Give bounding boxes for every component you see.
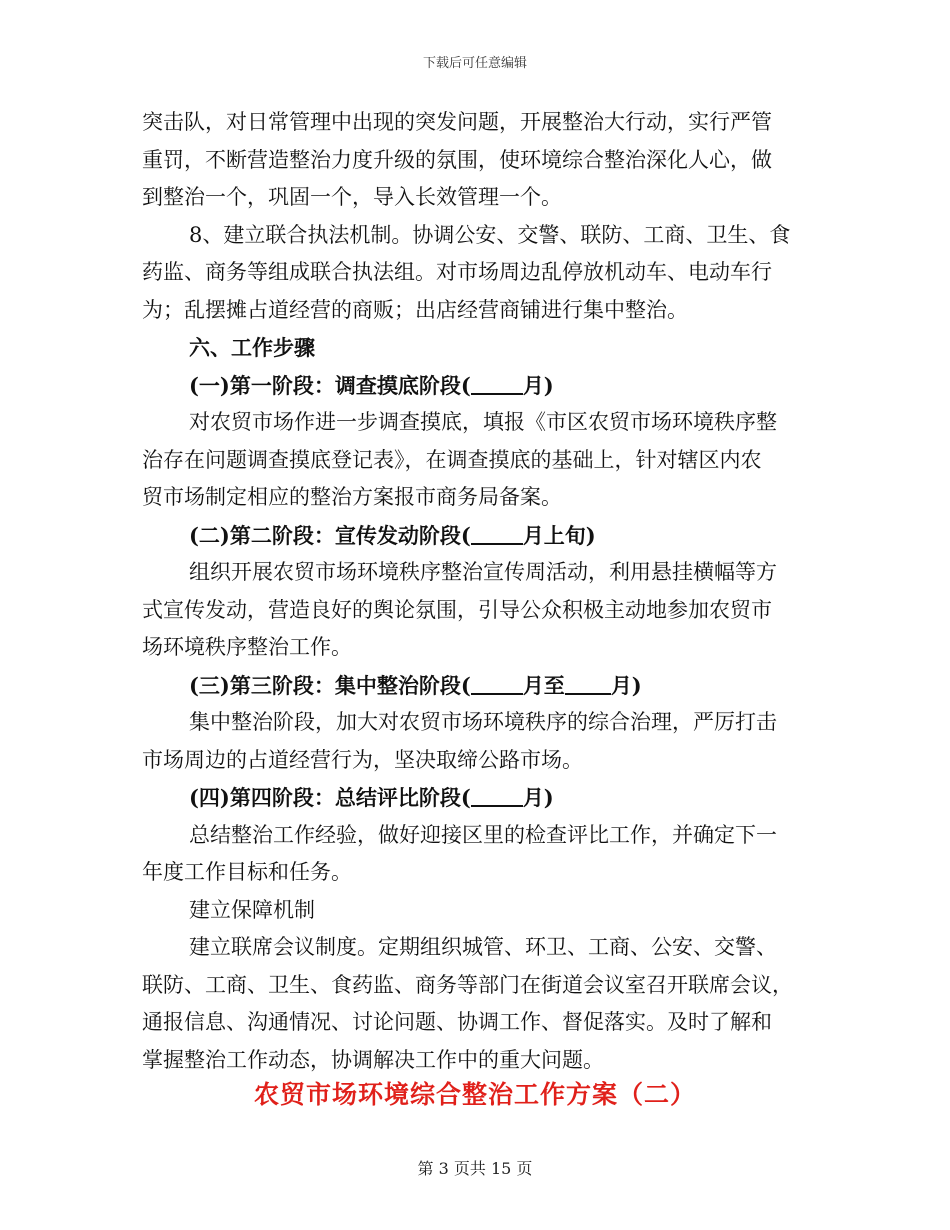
fill-blank bbox=[565, 673, 611, 695]
paragraph-line: 式宣传发动，营造良好的舆论氛围，引导公众积极主动地参加农贸市 bbox=[142, 597, 772, 622]
stage-heading bbox=[142, 367, 808, 405]
paragraph-line: 年度工作目标和任务。 bbox=[142, 860, 352, 884]
next-document-title: 农贸市场环境综合整治工作方案（二） bbox=[253, 1080, 696, 1109]
stage-heading bbox=[142, 667, 808, 705]
paragraph-line: 总结整治工作经验，做好迎接区里的检查评比工作，并确定下一 bbox=[189, 822, 777, 847]
paragraph-line: 掌握整治工作动态，协调解决工作中的重大问题。 bbox=[142, 1047, 604, 1072]
section-heading: 六、工作步骤 bbox=[189, 335, 315, 360]
stage-title-end: 月) bbox=[522, 785, 554, 810]
stage-title-end: 月上旬) bbox=[522, 522, 596, 548]
paragraph-line: 场环境秩序整治工作。 bbox=[142, 635, 352, 659]
paragraph-line: 通报信息、沟通情况、讨论问题、协调工作、督促落实。及时了解和 bbox=[142, 1010, 772, 1034]
document-body bbox=[142, 104, 808, 1079]
paragraph-line: 集中整治阶段，加大对农贸市场环境秩序的综合治理，严厉打击 bbox=[189, 710, 777, 734]
paragraph-line: 治存在问题调查摸底登记表》，在调查摸底的基础上，针对辖区内农 bbox=[142, 447, 762, 472]
paragraph-line: 到整治一个，巩固一个，导入长效管理一个。 bbox=[142, 185, 562, 209]
fill-blank bbox=[471, 373, 523, 395]
paragraph-line: 突击队，对日常管理中出现的突发问题，开展整治大行动，实行严管 bbox=[142, 110, 772, 134]
paragraph-line: 建立联席会议制度。定期组织城管、环卫、工商、公安、交警、 bbox=[189, 935, 777, 959]
paragraph-line: 8、建立联合执法机制。协调公安、交警、联防、工商、卫生、食 bbox=[189, 222, 791, 247]
subsection-heading: 建立保障机制 bbox=[189, 897, 315, 922]
fill-blank bbox=[471, 785, 523, 807]
paragraph-line: 市场周边的占道经营行为，坚决取缔公路市场。 bbox=[142, 747, 583, 772]
stage-heading bbox=[142, 517, 808, 555]
paragraph-line: 贸市场制定相应的整治方案报市商务局备案。 bbox=[142, 485, 562, 509]
stage-title: (一)第一阶段：调查摸底阶段( bbox=[189, 372, 471, 398]
fill-blank bbox=[471, 673, 523, 695]
stage-title-end: 月) bbox=[522, 372, 554, 398]
stage-title: (四)第四阶段：总结评比阶段( bbox=[189, 785, 471, 810]
stage-title: (二)第二阶段：宣传发动阶段( bbox=[189, 522, 471, 548]
paragraph-line: 为；乱摆摊占道经营的商贩；出店经营商铺进行集中整治。 bbox=[142, 297, 688, 322]
paragraph-line: 药监、商务等组成联合执法组。对市场周边乱停放机动车、电动车行 bbox=[142, 260, 772, 284]
header-note: 下载后可任意编辑 bbox=[422, 56, 527, 71]
paragraph-line: 重罚，不断营造整治力度升级的氛围，使环境综合整治深化人心，做 bbox=[142, 147, 772, 172]
stage-title: (三)第三阶段：集中整治阶段( bbox=[189, 672, 471, 698]
paragraph-line: 组织开展农贸市场环境秩序整治宣传周活动，利用悬挂横幅等方 bbox=[189, 560, 777, 584]
page-number: 第 3 页共 15 页 bbox=[417, 1159, 533, 1178]
stage-title-mid: 月至 bbox=[522, 672, 565, 698]
stage-heading bbox=[142, 779, 808, 817]
paragraph-line: 联防、工商、卫生、食药监、商务等部门在街道会议室召开联席会议， bbox=[142, 972, 793, 997]
fill-blank bbox=[471, 523, 523, 545]
paragraph-line: 对农贸市场作进一步调查摸底，填报《市区农贸市场环境秩序整 bbox=[189, 410, 777, 434]
stage-title-end: 月) bbox=[610, 672, 642, 698]
